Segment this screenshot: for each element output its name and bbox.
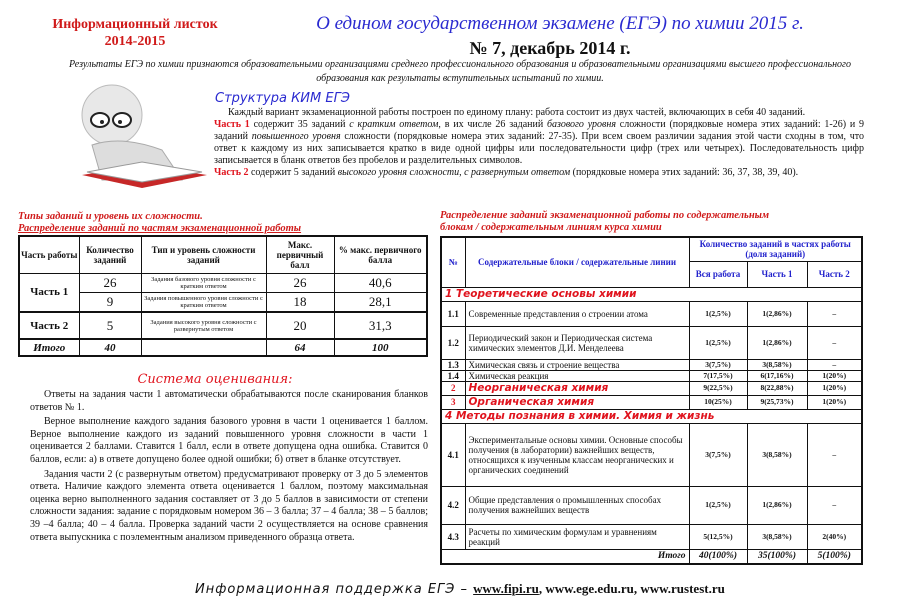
cell: 26	[79, 273, 141, 292]
cell: 28,1	[334, 292, 427, 312]
cell: Химическая связь и строение вещества	[465, 359, 689, 370]
structure-heading: Структура КИМ ЕГЭ	[215, 91, 350, 106]
table-row	[441, 326, 862, 359]
section-row	[441, 287, 862, 301]
types-table	[18, 235, 428, 357]
text: (порядковые номера этих заданий: 36, 37, 38, 39, 40).	[570, 167, 799, 178]
cell: 64	[266, 339, 334, 356]
section-row	[441, 409, 862, 423]
section-title: 4 Методы познания в химии. Химия и жизнь	[441, 409, 862, 423]
cell: 4.1	[441, 423, 465, 486]
cell: 18	[266, 292, 334, 312]
cell: Химическая реакция	[465, 370, 689, 381]
cell: 3	[441, 395, 465, 409]
cell: 5(100%)	[807, 549, 862, 564]
leaflet-years: 2014-2015	[104, 34, 166, 49]
separator: ,	[538, 581, 546, 596]
cell: 1(20%)	[807, 370, 862, 381]
heading-line: Распределение заданий по частям экзаменационной работы	[18, 223, 302, 234]
ege-link[interactable]: www.ege.edu.ru	[545, 581, 634, 596]
cell: 1(2,86%)	[747, 486, 807, 524]
table-row	[441, 486, 862, 524]
leaflet-label	[40, 16, 230, 50]
cell: 1(2,5%)	[689, 301, 747, 326]
column-header: Вся работа	[689, 261, 747, 287]
text: высокого уровня сложности, с развернутым ответом	[337, 167, 571, 178]
section-title: 1 Теоретические основы химии	[441, 287, 862, 301]
cell: 4.3	[441, 524, 465, 549]
column-header: Макс. первичный балл	[266, 236, 334, 273]
section-title: Органическая химия	[465, 395, 689, 409]
cell: Итого	[441, 549, 689, 564]
cell: Задания базового уровня сложности с кратким ответом	[141, 273, 266, 292]
cell: 10(25%)	[689, 395, 747, 409]
cell: 3(7,5%)	[689, 359, 747, 370]
cell: 6(17,16%)	[747, 370, 807, 381]
table-row	[441, 370, 862, 381]
text: с кратким ответом	[349, 119, 439, 130]
table-header-row	[441, 237, 862, 261]
cell: 7(17,5%)	[689, 370, 747, 381]
cell: 9(25,73%)	[747, 395, 807, 409]
table-row	[441, 301, 862, 326]
footer	[195, 581, 725, 597]
column-header: Количество заданий в частях работы (доля заданий)	[689, 237, 862, 261]
cell: –	[807, 423, 862, 486]
part2-paragraph	[214, 167, 864, 179]
reading-person-illustration	[62, 80, 212, 195]
part1-paragraph	[214, 119, 864, 167]
table-row	[19, 312, 427, 339]
cell: 1.4	[441, 370, 465, 381]
cell: 26	[266, 273, 334, 292]
cell: –	[807, 301, 862, 326]
grading-paragraph: Задания части 2 (с развернутым ответом) предусматривают проверку от 3 до 5 элементов ответа. Наличие каждого элемента ответа оценивается 1 баллом, поэтому максимальная оценка верно выполненного задания составляет от 3 до 5 баллов в зависимости от степени сложности задания: задание с порядковым номером 36 – 3 балла; 37 – 4 балла; 38 – 5 баллов; 39 –4 балла; 40 – 4 балла. Проверка заданий части 2 осуществляется на основе сравнения ответа выпускника с поэлементным анализом приведенного образца ответа.	[30, 468, 428, 543]
cell: 1.3	[441, 359, 465, 370]
cell: 40	[79, 339, 141, 356]
footer-label: Информационная поддержка ЕГЭ –	[195, 582, 474, 597]
cell: Периодический закон и Периодическая система химических элементов Д.И. Менделеева	[465, 326, 689, 359]
cell: 3(8,58%)	[747, 359, 807, 370]
column-header: Часть 2	[807, 261, 862, 287]
cell: 100	[334, 339, 427, 356]
table-row	[441, 359, 862, 370]
cell: 35(100%)	[747, 549, 807, 564]
cell	[141, 339, 266, 356]
cell: 5	[79, 312, 141, 339]
column-header: Содержательные блоки / содержательные линии	[465, 237, 689, 287]
table-row	[441, 524, 862, 549]
heading-line: Типы заданий и уровень их сложности.	[18, 211, 203, 222]
text: содержит 5 заданий	[248, 167, 338, 178]
cell: Общие представления о промышленных способах получения важнейших веществ	[465, 486, 689, 524]
structure-text	[214, 107, 864, 179]
cell: Экспериментальные основы химии. Основные способы получения (в лаборатории) важнейших веществ, относящихся к изученным классам неорганических и органических соединений	[465, 423, 689, 486]
cell: 40(100%)	[689, 549, 747, 564]
cell: 8(22,88%)	[747, 381, 807, 395]
leaflet-title: Информационный листок	[52, 17, 218, 32]
cell: 4.2	[441, 486, 465, 524]
intro-text: Результаты ЕГЭ по химии признаются образовательными организациями среднего профессионального образования и образовательными организациями высшего профессионального образования как результаты вступительных испытаний по химии.	[69, 59, 851, 84]
section-row	[441, 381, 862, 395]
cell: 1(20%)	[807, 381, 862, 395]
section-title: Неорганическая химия	[465, 381, 689, 395]
cell: 1.1	[441, 301, 465, 326]
cell: 9(22,5%)	[689, 381, 747, 395]
cell: 20	[266, 312, 334, 339]
text: базового уровня	[547, 119, 616, 130]
cell: Часть 1	[19, 273, 79, 312]
text: содержит 35 заданий	[249, 119, 350, 130]
cell: Задания высокого уровня сложности с развернутым ответом	[141, 312, 266, 339]
grading-paragraph: Ответы на задания части 1 автоматически обрабатываются после сканирования бланков ответов № 1.	[30, 389, 428, 413]
cell: –	[807, 359, 862, 370]
column-header: Часть работы	[19, 236, 79, 273]
cell: 1(2,86%)	[747, 326, 807, 359]
section-row	[441, 395, 862, 409]
cell: Итого	[19, 339, 79, 356]
separator: ,	[633, 581, 641, 596]
column-header: Тип и уровень сложности заданий	[141, 236, 266, 273]
cell: –	[807, 486, 862, 524]
cell: 3(7,5%)	[689, 423, 747, 486]
grading-heading: Система оценивания:	[137, 372, 293, 387]
cell: 40,6	[334, 273, 427, 292]
cell: 31,3	[334, 312, 427, 339]
cell: 2(40%)	[807, 524, 862, 549]
cell: 1.2	[441, 326, 465, 359]
fipi-link[interactable]: www.fipi.ru	[473, 581, 539, 596]
heading-line: блокам / содержательным линиям курса химии	[440, 222, 662, 233]
heading-line: Распределение заданий экзаменационной работы по содержательным	[440, 210, 770, 221]
column-header: Количество заданий	[79, 236, 141, 273]
cell: 3(8,58%)	[747, 423, 807, 486]
cell: 5(12,5%)	[689, 524, 747, 549]
total-row	[441, 549, 862, 564]
rustest-link[interactable]: www.rustest.ru	[640, 581, 725, 596]
cell: Расчеты по химическим формулам и уравнениям реакций	[465, 524, 689, 549]
cell: Часть 2	[19, 312, 79, 339]
column-header: Часть 1	[747, 261, 807, 287]
table-row	[19, 273, 427, 292]
total-row	[19, 339, 427, 356]
distribution-table-heading	[440, 210, 769, 234]
types-table-heading	[18, 211, 301, 235]
cell: 1(2,86%)	[747, 301, 807, 326]
cell: 9	[79, 292, 141, 312]
text: , в их числе 26 заданий	[438, 119, 548, 130]
part2-label: Часть 2	[214, 167, 249, 178]
grading-text	[30, 389, 428, 544]
part1-label: Часть 1	[214, 119, 250, 130]
cell: –	[807, 326, 862, 359]
column-header: №	[441, 237, 465, 287]
cell: 1(2,5%)	[689, 486, 747, 524]
table-row	[19, 292, 427, 312]
text: сложности (порядковые номера этих заданий: 1-26) и 9 заданий	[214, 119, 865, 142]
cell: Современные представления о строении атома	[465, 301, 689, 326]
distribution-table	[440, 236, 863, 565]
table-row	[441, 423, 862, 486]
structure-paragraph: Каждый вариант экзаменационной работы построен по единому плану: работа состоит из двух частей, включающих в себя 40 заданий.	[228, 107, 806, 118]
column-header: % макс. первичного балла	[334, 236, 427, 273]
text: сложности (порядковые номера этих заданий: 27-35). При всем своем различии задания этой части сходны в том, что ответ к каждому из них записывается кратко в виде одной цифры или последовательности цифр (трех или четырех). Последовательность цифр записывается в бланк ответов без пробелов и разделительных символов.	[214, 131, 864, 166]
table-header-row	[19, 236, 427, 273]
cell: 1(20%)	[807, 395, 862, 409]
text: повышенного уровня	[251, 131, 341, 142]
cell: 2	[441, 381, 465, 395]
cell: 3(8,58%)	[747, 524, 807, 549]
issue-number: № 7, декабрь 2014 г.	[469, 38, 631, 58]
cell: 1(2,5%)	[689, 326, 747, 359]
grading-paragraph: Верное выполнение каждого задания базового уровня в части 1 оценивается 1 баллом. Верное выполнение каждого из заданий повышенного уровня сложности в части 1 оценивается 2 баллами. Ставится 1 балл, если в ответе допущена одна ошибка. Ставится 0 баллов, если: а) в ответе допущено более одной ошибки; б) ответ в бланке отсутствует.	[30, 416, 428, 465]
cell: Задания повышенного уровня сложности с кратким ответом	[141, 292, 266, 312]
page-title: О едином государственном экзамене (ЕГЭ) по химии 2015 г.	[316, 13, 804, 34]
